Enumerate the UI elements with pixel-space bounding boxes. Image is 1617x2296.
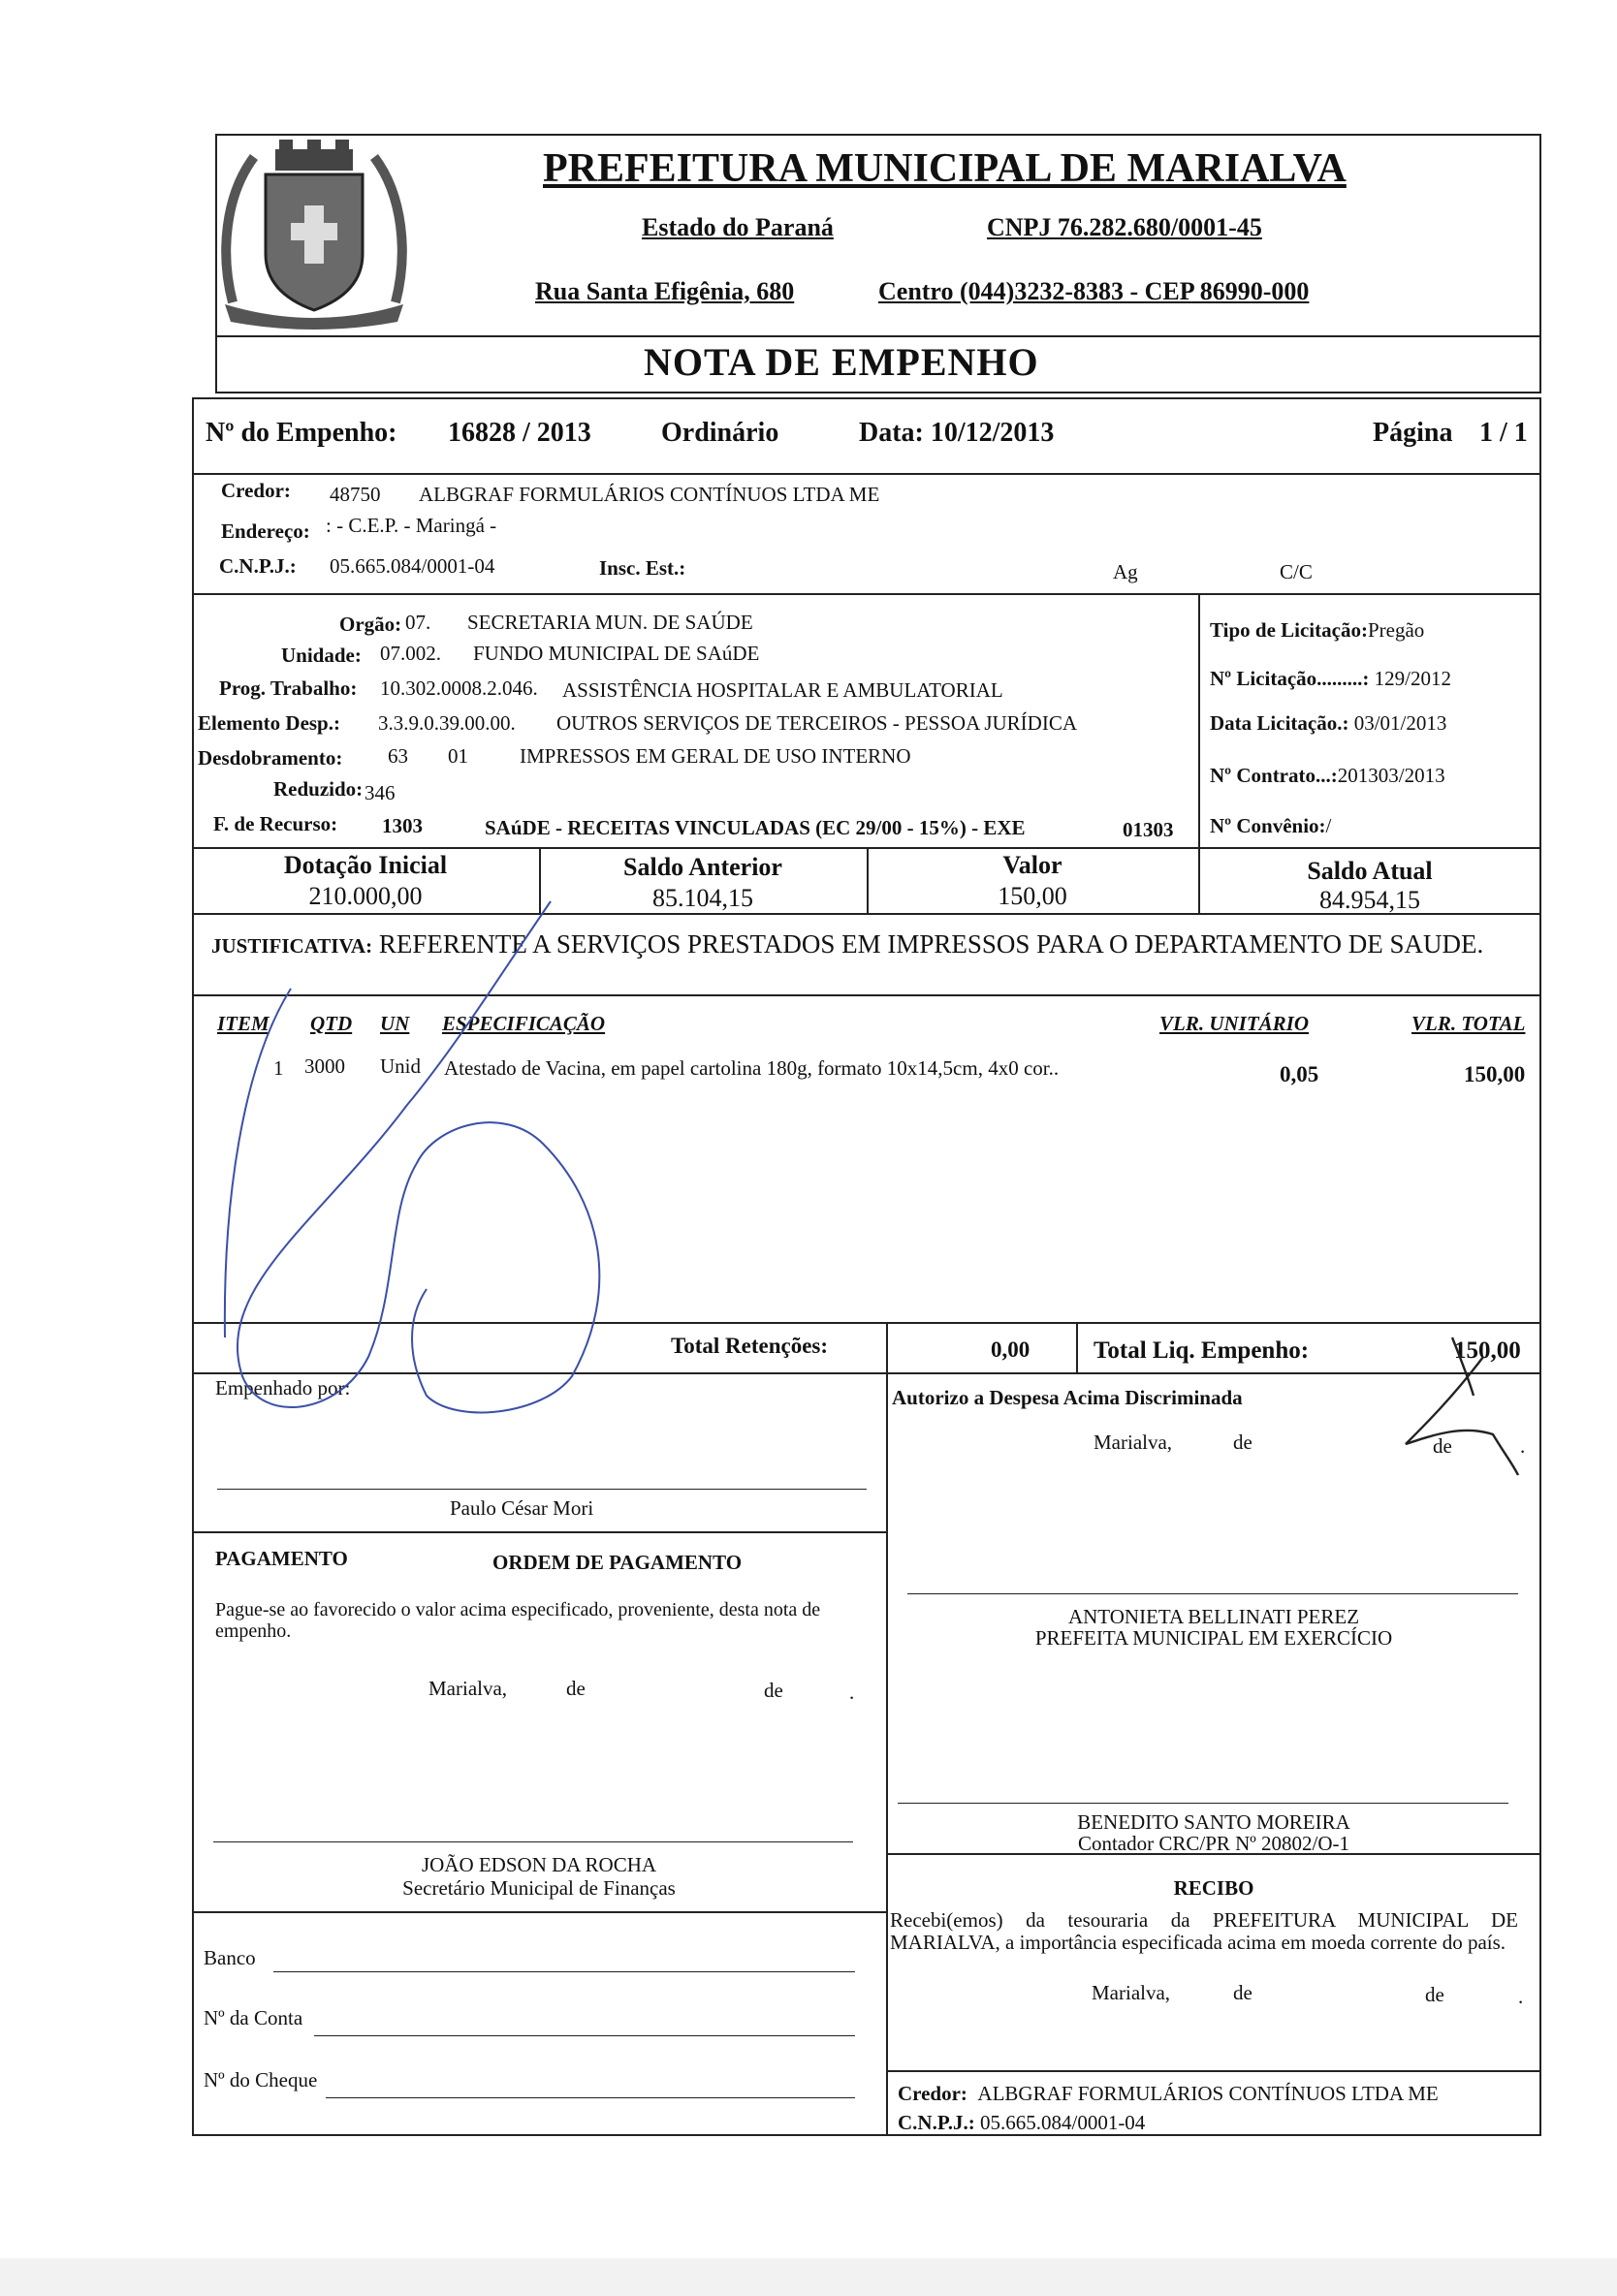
- recibo-cnpj-label: C.N.P.J.:: [898, 2111, 975, 2134]
- fonte-label: F. de Recurso:: [213, 812, 338, 835]
- contador-title: Contador CRC/PR Nº 20802/O-1: [1077, 1832, 1350, 1855]
- item-qtd: 3000: [304, 1054, 345, 1078]
- recibo-credor-label: Credor:: [898, 2082, 967, 2105]
- pagamento-city: Marialva,: [428, 1677, 508, 1700]
- doc-title: NOTA DE EMPENHO: [644, 340, 1039, 384]
- secretario-name: JOÃO EDSON DA ROCHA: [421, 1853, 657, 1876]
- cheque-label: Nº do Cheque: [204, 2068, 318, 2092]
- pagamento-dot: .: [849, 1681, 855, 1704]
- licitacao-tipo: [1210, 618, 1424, 643]
- cc-label: C/C: [1280, 560, 1313, 583]
- recibo-credor-name: ALBGRAF FORMULÁRIOS CONTÍNUOS LTDA ME: [977, 2082, 1439, 2105]
- licitacao-data-value: 03/01/2013: [1353, 711, 1447, 735]
- licitacao-data: [1210, 711, 1446, 736]
- street-label: Rua Santa Efigênia, 680: [535, 277, 795, 305]
- empenho-number: 16828 / 2013: [448, 418, 591, 448]
- insc-est-label: Insc. Est.:: [599, 556, 686, 580]
- page-title: PREFEITURA MUNICIPAL DE MARIALVA: [543, 146, 1347, 191]
- state-label: Estado do Paraná: [642, 213, 834, 241]
- recibo-cnpj: [898, 2111, 1145, 2135]
- recibo-de-1: de: [1233, 1981, 1252, 2004]
- licitacao-numero-value: 129/2012: [1374, 667, 1451, 690]
- cheque-field-line[interactable]: [326, 2097, 855, 2098]
- prefeita-signature-line: [907, 1593, 1518, 1594]
- empenho-date: Data: 10/12/2013: [859, 418, 1055, 448]
- licitacao-tipo-label: Tipo de Licitação:: [1210, 618, 1368, 642]
- totals-divider-1: [886, 1322, 888, 1374]
- right-divider-credor: [886, 2070, 1541, 2072]
- elemento-name: OUTROS SERVIÇOS DE TERCEIROS - PESSOA JURÍDICA: [556, 711, 1078, 735]
- contador-signature-line: [898, 1803, 1508, 1804]
- address-value: : - C.E.P. - Maringá -: [326, 514, 497, 537]
- liq-empenho-value: 150,00: [1454, 1337, 1521, 1364]
- contrato-label: Nº Contrato...:: [1210, 764, 1338, 787]
- pagamento-label: PAGAMENTO: [215, 1547, 348, 1570]
- recibo-dot: .: [1518, 1985, 1524, 2008]
- desdobramento-code: 63: [388, 744, 408, 768]
- saldo-anterior-label: Saldo Anterior: [623, 853, 782, 881]
- convenio: [1210, 814, 1331, 838]
- ordem-pagamento-label: ORDEM DE PAGAMENTO: [492, 1551, 743, 1574]
- banco-label: Banco: [204, 1946, 256, 1969]
- justificativa: [211, 928, 1530, 961]
- dotacao-value: 210.000,00: [308, 882, 423, 910]
- district-phone-cep: Centro (044)3232-8383 - CEP 86990-000: [878, 277, 1310, 305]
- lower-box: [192, 1372, 1541, 2136]
- item-number: 1: [273, 1056, 284, 1080]
- autorizo-label: Autorizo a Despesa Acima Discriminada: [892, 1386, 1243, 1409]
- item-total-value: 150,00: [1464, 1062, 1526, 1086]
- justificativa-label: JUSTIFICATIVA:: [211, 934, 373, 958]
- convenio-value: /: [1325, 814, 1332, 837]
- desdobramento-name: IMPRESSOS EM GERAL DE USO INTERNO: [520, 744, 911, 768]
- convenio-label: Nº Convênio:: [1210, 814, 1326, 837]
- autorizo-dot: .: [1520, 1434, 1526, 1458]
- elemento-label: Elemento Desp.:: [198, 711, 340, 735]
- recibo-de-2: de: [1425, 1983, 1444, 2006]
- left-divider-banco: [192, 1911, 886, 1913]
- reduzido-label: Reduzido:: [273, 777, 364, 801]
- totals-box: [192, 1322, 1541, 1374]
- saldo-atual-value: 84.954,15: [1319, 886, 1420, 914]
- retencoes-label: Total Retenções:: [671, 1334, 829, 1358]
- item-spec: Atestado de Vacina, em papel cartolina 180g, formato 10x14,5cm, 4x0 cor..: [444, 1056, 1060, 1080]
- fonte-name: SAúDE - RECEITAS VINCULADAS (EC 29/00 - 15%) - EXE: [485, 816, 1026, 839]
- autorizo-de-2: de: [1433, 1434, 1452, 1458]
- cnpj-label: CNPJ 76.282.680/0001-45: [987, 213, 1262, 241]
- ag-label: Ag: [1113, 560, 1138, 583]
- unidade-name: FUNDO MUNICIPAL DE SAúDE: [473, 642, 760, 665]
- licitacao-numero-label: Nº Licitação.........:: [1210, 667, 1370, 690]
- credor-name: ALBGRAF FORMULÁRIOS CONTÍNUOS LTDA ME: [419, 483, 880, 506]
- unidade-label: Unidade:: [281, 644, 362, 667]
- prefeita-title: PREFEITA MUNICIPAL EM EXERCÍCIO: [1034, 1626, 1393, 1650]
- empenhado-label: Empenhado por:: [215, 1376, 351, 1400]
- contador-name: BENEDITO SANTO MOREIRA: [1077, 1810, 1350, 1834]
- col-header-qtd: QTD: [310, 1012, 353, 1035]
- prefeita-name: ANTONIETA BELLINATI PEREZ: [1067, 1605, 1360, 1628]
- items-box: [192, 994, 1541, 1324]
- col-header-spec: ESPECIFICAÇÃO: [442, 1012, 606, 1035]
- licitacao-tipo-value: Pregão: [1367, 618, 1425, 642]
- licitacao-numero: [1210, 667, 1451, 691]
- elemento-code: 3.3.9.0.39.00.00.: [378, 711, 516, 735]
- valor-label: Valor: [1002, 851, 1062, 879]
- credor-label: Credor:: [221, 479, 291, 502]
- conta-field-line[interactable]: [314, 2035, 855, 2036]
- lower-divider: [886, 1372, 888, 2136]
- dotacao-label: Dotação Inicial: [283, 851, 448, 879]
- justificativa-text: REFERENTE A SERVIÇOS PRESTADOS EM IMPRESSOS PARA O DEPARTAMENTO DE SAUDE.: [378, 929, 1484, 959]
- desdobramento-label: Desdobramento:: [198, 746, 343, 770]
- contrato: [1210, 764, 1445, 788]
- liq-empenho-label: Total Liq. Empenho:: [1094, 1337, 1310, 1364]
- credor-code: 48750: [330, 483, 381, 506]
- col-header-un: UN: [380, 1012, 410, 1035]
- empenho-type: Ordinário: [661, 418, 779, 448]
- empenhado-name: Paulo César Mori: [450, 1496, 594, 1520]
- saldo-atual-label: Saldo Atual: [1307, 857, 1433, 885]
- col-header-total: VLR. TOTAL: [1411, 1012, 1526, 1035]
- empenho-number-label: Nº do Empenho:: [206, 418, 397, 448]
- address-label: Endereço:: [221, 519, 310, 543]
- saldo-anterior-value: 85.104,15: [652, 884, 753, 912]
- col-header-unit: VLR. UNITÁRIO: [1159, 1012, 1310, 1035]
- fonte-code2: 01303: [1123, 818, 1174, 841]
- pagamento-de-2: de: [764, 1679, 783, 1702]
- fonte-code: 1303: [382, 814, 423, 837]
- banco-field-line[interactable]: [273, 1971, 855, 1972]
- prog-code: 10.302.0008.2.046.: [380, 676, 538, 700]
- col-header-item: ITEM: [217, 1012, 270, 1035]
- orgao-label: Orgão:: [339, 613, 402, 636]
- secretario-title: Secretário Municipal de Finanças: [402, 1876, 676, 1900]
- prog-name: ASSISTÊNCIA HOSPITALAR E AMBULATORIAL: [562, 678, 1003, 702]
- orgao-code: 07.: [405, 611, 431, 634]
- scan-edge-bottom: [0, 2258, 1617, 2296]
- retencoes-value: 0,00: [991, 1337, 1030, 1362]
- contrato-value: 201303/2013: [1337, 764, 1445, 787]
- orgao-name: SECRETARIA MUN. DE SAÚDE: [467, 611, 753, 634]
- totals-divider-2: [1076, 1322, 1078, 1374]
- desdobramento-sub: 01: [448, 744, 468, 768]
- pagamento-de-1: de: [566, 1677, 586, 1700]
- conta-label: Nº da Conta: [204, 2006, 303, 2029]
- recibo-city: Marialva,: [1092, 1981, 1171, 2004]
- recibo-text: Recebi(emos) da tesouraria da PREFEITURA MUNICIPAL DE MARIALVA, a importância especificada acima em moeda corrente do país.: [890, 1908, 1518, 1954]
- recibo-credor: [898, 2082, 1439, 2106]
- credor-cnpj-label: C.N.P.J.:: [219, 554, 297, 578]
- valor-value: 150,00: [998, 882, 1067, 910]
- credor-cnpj: 05.665.084/0001-04: [330, 554, 495, 578]
- prog-label: Prog. Trabalho:: [219, 676, 358, 700]
- page-number: 1 / 1: [1479, 418, 1528, 448]
- autorizo-de-1: de: [1233, 1431, 1252, 1454]
- unidade-code: 07.002.: [380, 642, 441, 665]
- recibo-title: RECIBO: [1173, 1876, 1254, 1900]
- item-un: Unid: [380, 1054, 421, 1078]
- left-divider-pagamento: [192, 1531, 886, 1533]
- pagamento-text: Pague-se ao favorecido o valor acima especificado, proveniente, desta nota de empenho.: [215, 1599, 821, 1642]
- empenhado-signature-line: [217, 1489, 867, 1490]
- coat-of-arms-logo: [215, 138, 413, 331]
- page-number-label: Página: [1373, 418, 1453, 448]
- licitacao-data-label: Data Licitação.:: [1210, 711, 1349, 735]
- recibo-cnpj-value: 05.665.084/0001-04: [979, 2111, 1146, 2134]
- reduzido-value: 346: [365, 781, 396, 804]
- item-unit-value: 0,05: [1280, 1062, 1319, 1086]
- budget-divider: [1198, 593, 1200, 849]
- secretario-signature-line: [213, 1841, 853, 1842]
- autorizo-city: Marialva,: [1094, 1431, 1173, 1454]
